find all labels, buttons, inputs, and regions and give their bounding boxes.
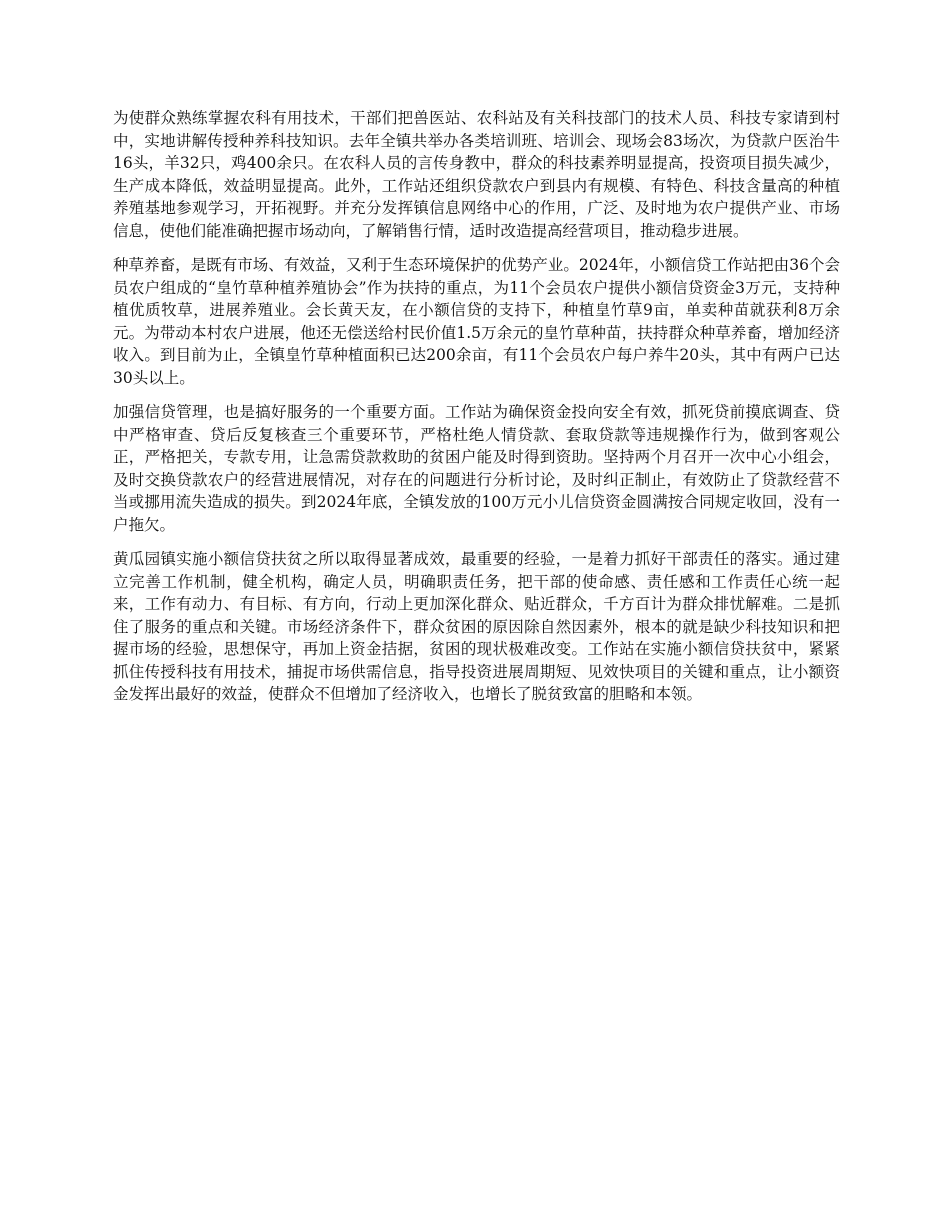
paragraph-credit-management: 加强信贷管理，也是搞好服务的一个重要方面。工作站为确保资金投向安全有效，抓死贷前摸底调查、贷中严格审查、贷后反复核查三个重要环节，严格杜绝人情贷款、套取贷款等违规操作行为，做到客观公正，严格把关，专款专用，让急需贷款救助的贫困户能及时得到资助。坚持两个月召开一次中心小组会，及时交换贷款农户的经营进展情况，对存在的问题进行分析讨论，及时纠正制止，有效防止了贷款经营不当或挪用流失造成的损失。到2024年底，全镇发放的100万元小儿信贷资金圆满按合同规定收回，没有一户拖欠。 <box>113 403 840 534</box>
paragraph-training: 为使群众熟练掌握农科有用技术，干部们把兽医站、农科站及有关科技部门的技术人员、科技专家请到村中，实地讲解传授种养科技知识。去年全镇共举办各类培训班、培训会、现场会83场次，为贷款户医治牛16头，羊32只，鸡400余只。在农科人员的言传身教中，群众的科技素养明显提高，投资项目损失减少，生产成本降低，效益明显提高。此外，工作站还组织贷款农户到县内有规模、有特色、科技含量高的种植养殖基地参观学习，开拓视野。并充分发挥镇信息网络中心的作用，广泛、及时地为农户提供产业、市场信息，使他们能准确把握市场动向，了解销售行情，适时改造提高经营项目，推动稳步进展。 <box>113 109 840 240</box>
document-body <box>113 107 840 718</box>
paragraph-experience: 黄瓜园镇实施小额信贷扶贫之所以取得显著成效，最重要的经验，一是着力抓好干部责任的落实。通过建立完善工作机制，健全机构，确定人员，明确职责任务，把干部的使命感、责任感和工作责任心统一起来，工作有动力、有目标、有方向，行动上更加深化群众、贴近群众，千方百计为群众排忧解难。二是抓住了服务的重点和关键。市场经济条件下，群众贫困的原因除自然因素外，根本的就是缺少科技知识和把握市场的经验，思想保守，再加上资金拮据，贫困的现状极难改变。工作站在实施小额信贷扶贫中，紧紧抓住传授科技有用技术，捕捉市场供需信息，指导投资进展周期短、见效快项目的关键和重点，让小额资金发挥出最好的效益，使群众不但增加了经济收入，也增长了脱贫致富的胆略和本领。 <box>113 550 840 703</box>
paragraph-grass-livestock: 种草养畜，是既有市场、有效益，又利于生态环境保护的优势产业。2024年，小额信贷工作站把由36个会员农户组成的“皇竹草种植养殖协会”作为扶持的重点，为11个会员农户提供小额信贷资金3万元，支持种植优质牧草，进展养殖业。会长黄天友，在小额信贷的支持下，种植皇竹草9亩，单卖种苗就获利8万余元。为带动本村农户进展，他还无偿送给村民价值1.5万余元的皇竹草种苗，扶持群众种草养畜，增加经济收入。到目前为止，全镇皇竹草种植面积已达200余亩，有11个会员农户每户养牛20头，其中有两户已达30头以上。 <box>113 256 840 387</box>
